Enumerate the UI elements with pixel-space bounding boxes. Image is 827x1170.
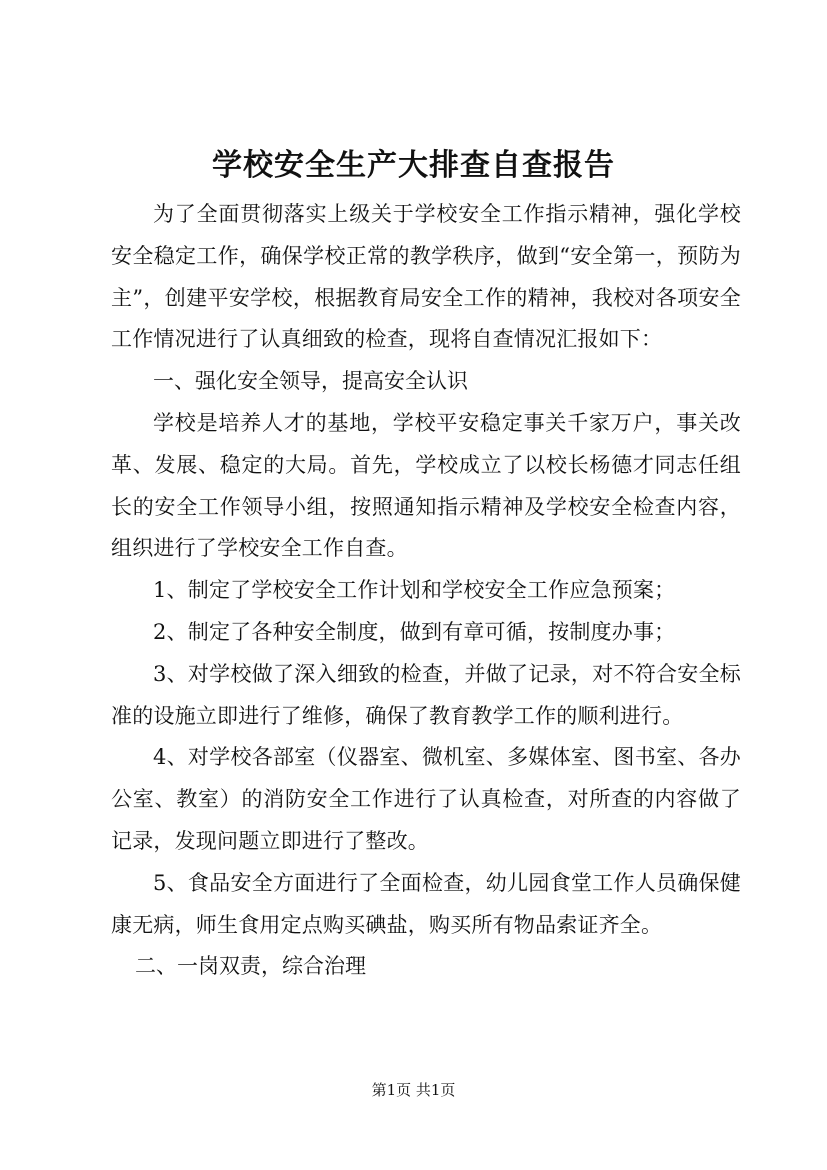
- document-body: [111, 194, 741, 988]
- list-item-3: 3、对学校做了深入细致的检查，并做了记录，对不符合安全标准的设施立即进行了维修，确保了教育教学工作的顺利进行。: [111, 661, 741, 728]
- document-title: 学校安全生产大排查自查报告: [212, 148, 615, 183]
- page-footer: 第1页 共1页: [371, 1081, 456, 1099]
- list-item-4: 4、对学校各部室（仪器室、微机室、多媒体室、图书室、各办公室、教室）的消防安全工作进行了认真检查，对所查的内容做了记录，发现问题立即进行了整改。: [111, 745, 741, 853]
- intro-paragraph: 为了全面贯彻落实上级关于学校安全工作指示精神，强化学校安全稳定工作，确保学校正常的教学秩序，做到“安全第一，预防为主”，创建平安学校，根据教育局安全工作的精神，我校对各项安全工作情况进行了认真细致的检查，现将自查情况汇报如下：: [111, 202, 741, 352]
- list-item-2: 2、制定了各种安全制度，做到有章可循，按制度办事；: [153, 619, 676, 644]
- section-heading-1: 一、强化安全领导，提高安全认识: [153, 369, 468, 394]
- list-item-5: 5、食品安全方面进行了全面检查，幼儿园食堂工作人员确保健康无病，师生食用定点购买碘盐，购买所有物品索证齐全。: [111, 870, 741, 937]
- section-1-paragraph: 学校是培养人才的基地，学校平安稳定事关千家万户，事关改革、发展、稳定的大局。首先，学校成立了以校长杨德才同志任组长的安全工作领导小组，按照通知指示精神及学校安全检查内容，组织进行了学校安全工作自查。: [111, 410, 741, 561]
- list-item-1: 1、制定了学校安全工作计划和学校安全工作应急预案；: [153, 578, 676, 603]
- section-heading-2: 二、一岗双责，综合治理: [135, 954, 366, 979]
